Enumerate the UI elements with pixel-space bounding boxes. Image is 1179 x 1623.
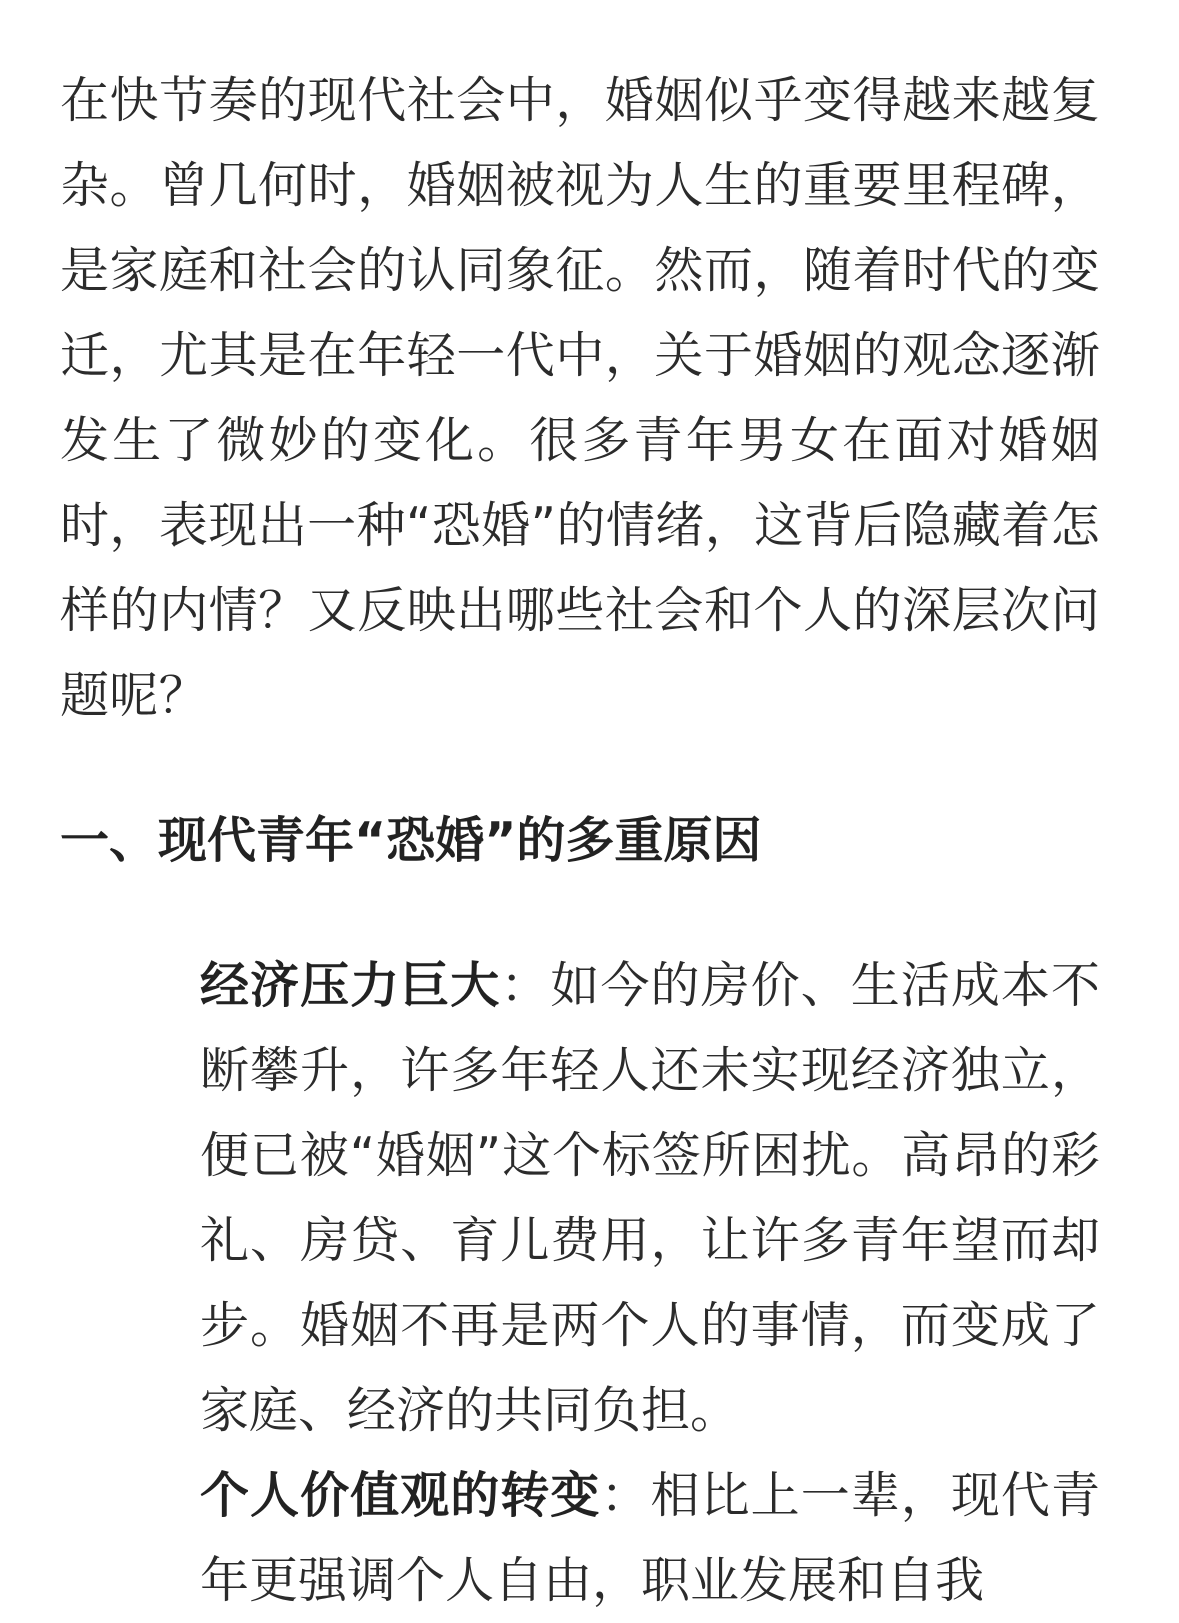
point-body: ：如今的房价、生活成本不断攀升，许多年轻人还未实现经济独立，便已被“婚姻”这个标签所困扰。高昂的彩礼、房贷、育儿费用，让许多青年望而却步。婚姻不再是两个人的事情，而变成了家庭、经济的共同负担。 [200,957,1100,1439]
list-item [200,1453,1100,1623]
section-heading: 一、现代青年“恐婚”的多重原因 [60,812,762,869]
intro-paragraph: 在快节奏的现代社会中，婚姻似乎变得越来越复杂。曾几何时，婚姻被视为人生的重要里程碑，是家庭和社会的认同象征。然而，随着时代的变迁，尤其是在年轻一代中，关于婚姻的观念逐渐发生了微妙的变化。很多青年男女在面对婚姻时，表现出一种“恐婚”的情绪，这背后隐藏着怎样的内情？又反映出哪些社会和个人的深层次问题呢？ [60,72,1100,724]
point-title: 经济压力巨大 [200,957,501,1014]
reasons-list [200,943,1100,1623]
list-item [200,943,1100,1453]
point-title: 个人价值观的转变 [200,1467,601,1524]
point-body: ：相比上一辈，现代青年更强调个人自由，职业发展和自我 [200,1467,1100,1609]
article-body [60,58,1100,1623]
